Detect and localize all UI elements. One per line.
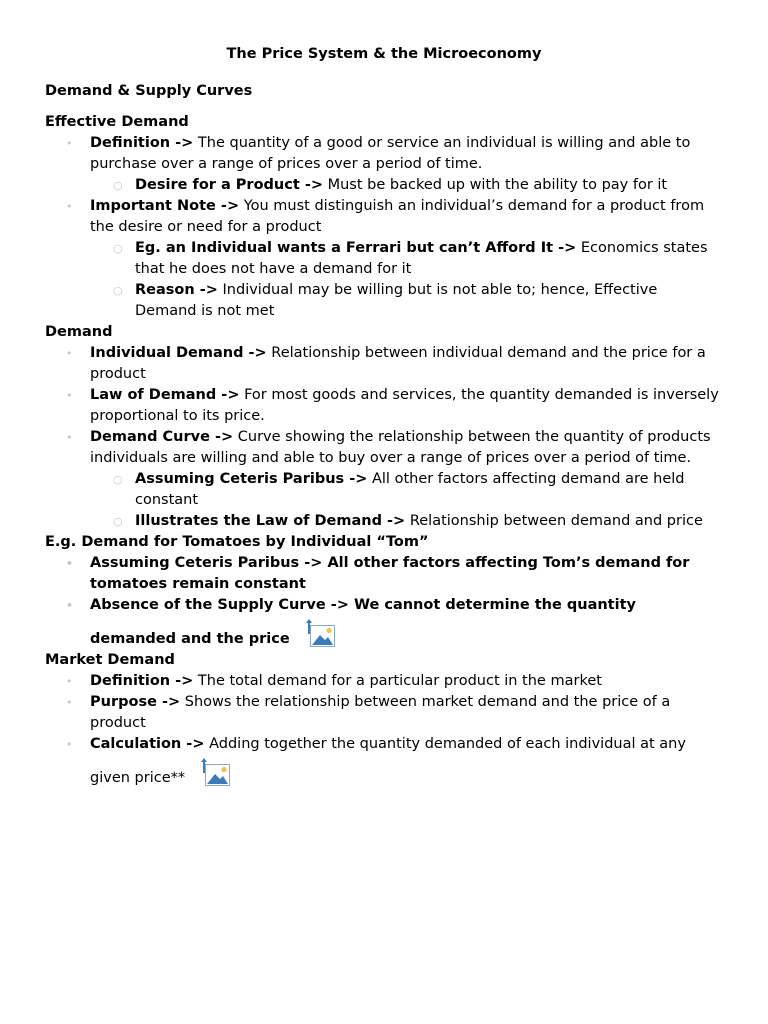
bullet-marker: • <box>66 431 73 444</box>
item-term: Individual Demand -> <box>90 345 267 361</box>
broken-image-icon-graphic <box>201 757 231 787</box>
section-heading-demand: Demand <box>45 324 113 340</box>
item-text: Curve showing the relationship between the quantity of products individuals are willing and able to buy over a range of prices over a period of time. <box>90 429 711 466</box>
item-text: Relationship between individual demand and the price for a product <box>90 345 706 382</box>
item-term: Demand Curve -> <box>90 429 234 445</box>
list-item <box>45 133 720 175</box>
sub-bullet-marker: ○ <box>113 515 123 528</box>
item-text-with-image <box>90 759 720 789</box>
bullet-marker: • <box>66 599 74 612</box>
item-term: Assuming Ceteris Paribus -> <box>135 471 368 487</box>
item-text-continuation: demanded and the price <box>90 631 290 647</box>
market-demand-list <box>45 671 720 789</box>
sub-bullet-marker: ○ <box>113 284 123 297</box>
broken-image-icon[interactable] <box>306 618 336 648</box>
item-term: Eg. an Individual wants a Ferrari but can’t Afford It -> <box>135 240 577 256</box>
sub-list-item <box>45 280 720 322</box>
item-text-with-image <box>90 620 720 650</box>
bullet-marker: • <box>66 200 73 213</box>
item-text: The total demand for a particular product in the market <box>197 673 602 689</box>
broken-image-icon-graphic <box>306 618 336 648</box>
bullet-marker: • <box>66 389 73 402</box>
item-term: Assuming Ceteris Paribus -> <box>90 555 323 571</box>
broken-image-icon[interactable] <box>201 757 231 787</box>
sub-list-item <box>45 238 720 280</box>
item-term: Important Note -> <box>90 198 240 214</box>
effective-demand-list <box>45 133 720 322</box>
item-term: Calculation -> <box>90 736 205 752</box>
section-heading-market-demand: Market Demand <box>45 652 175 668</box>
section-heading-effective-demand: Effective Demand <box>45 114 189 130</box>
sub-list-item <box>45 511 720 532</box>
item-term: Law of Demand -> <box>90 387 240 403</box>
item-text: Individual may be willing but is not able to; hence, Effective Demand is not met <box>135 282 658 319</box>
item-term: Desire for a Product -> <box>135 177 323 193</box>
item-text: Must be backed up with the ability to pay for it <box>327 177 668 193</box>
demand-list <box>45 343 720 532</box>
item-text: You must distinguish an individual’s demand for a product from the desire or need for a product <box>90 198 705 235</box>
sub-list-item <box>45 469 720 511</box>
bullet-marker: • <box>66 347 73 360</box>
bullet-marker: • <box>66 137 73 150</box>
item-term: Definition -> <box>90 673 194 689</box>
list-item <box>45 343 720 385</box>
item-term: Absence of the Supply Curve -> <box>90 597 349 613</box>
list-item <box>45 671 720 692</box>
item-term: Illustrates the Law of Demand -> <box>135 513 406 529</box>
document-subtitle: Demand & Supply Curves <box>45 83 253 99</box>
item-term: Definition -> <box>90 135 194 151</box>
item-text: Adding together the quantity demanded of each individual at any <box>209 736 686 752</box>
list-item <box>45 553 720 595</box>
item-text: Relationship between demand and price <box>409 513 703 529</box>
item-text: Economics states that he does not have a demand for it <box>135 240 708 277</box>
section-heading-tomatoes-example: E.g. Demand for Tomatoes by Individual “Tom” <box>45 534 429 550</box>
tomatoes-list <box>45 553 720 650</box>
list-item <box>45 196 720 238</box>
item-text: For most goods and services, the quantity demanded is inversely proportional to its price. <box>90 387 719 424</box>
sub-bullet-marker: ○ <box>113 473 123 486</box>
item-text: The quantity of a good or service an individual is willing and able to purchase over a range of prices over a period of time. <box>90 135 691 172</box>
bullet-marker: • <box>66 696 73 709</box>
bullet-marker: • <box>66 675 73 688</box>
bullet-marker: • <box>66 557 74 570</box>
item-text: Shows the relationship between market demand and the price of a product <box>90 694 671 731</box>
sub-bullet-marker: ○ <box>113 242 123 255</box>
sub-list-item <box>45 175 720 196</box>
item-text: We cannot determine the quantity <box>354 597 636 613</box>
item-text: All other factors affecting Tom’s demand for tomatoes remain constant <box>90 555 690 592</box>
list-item <box>45 692 720 734</box>
list-item <box>45 595 720 650</box>
sub-bullet-marker: ○ <box>113 179 123 192</box>
bullet-marker: • <box>66 738 73 751</box>
item-term: Reason -> <box>135 282 218 298</box>
item-text: All other factors affecting demand are held constant <box>135 471 685 508</box>
document-title: The Price System & the Microeconomy <box>226 46 542 62</box>
item-term: Purpose -> <box>90 694 181 710</box>
list-item <box>45 385 720 427</box>
item-text-continuation: given price** <box>90 770 186 786</box>
list-item <box>45 734 720 789</box>
list-item <box>45 427 720 469</box>
